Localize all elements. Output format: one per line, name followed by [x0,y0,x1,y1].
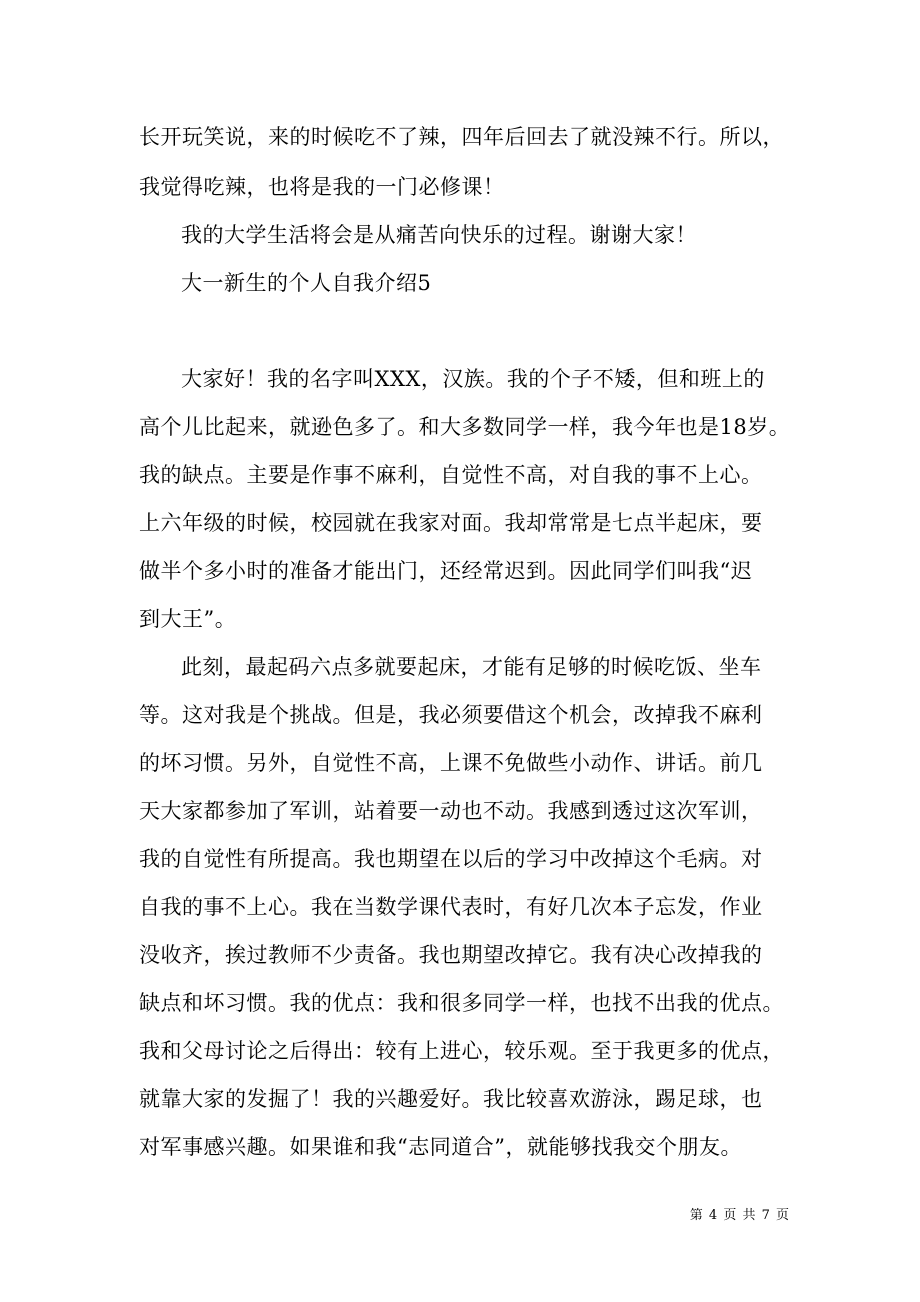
text-line: 我和父母讨论之后得出：较有上进心，较乐观。至于我更多的优点， [139,1039,784,1063]
text-line: 我觉得吃辣，也将是我的一门必修课！ [139,175,505,199]
text-line: 我的自觉性有所提高。我也期望在以后的学习中改掉这个毛病。对 [139,847,763,871]
text-line: 我的缺点。主要是作事不麻利，自觉性不高，对自我的事不上心。 [139,463,763,487]
text-line: 自我的事不上心。我在当数学课代表时，有好几次本子忘发，作业 [139,895,763,919]
page-number: 第 4 页 共 7 页 [689,1208,790,1223]
text-line: 我的大学生活将会是从痛苦向快乐的过程。谢谢大家！ [181,223,697,247]
text-line: 到大王”。 [139,607,237,631]
section-heading: 大一新生的个人自我介绍5 [181,271,432,295]
text-line: 此刻，最起码六点多就要起床，才能有足够的时候吃饭、坐车 [181,655,762,679]
text-line: 长开玩笑说，来的时候吃不了辣，四年后回去了就没辣不行。所以， [139,125,784,149]
text-line: 高个儿比起来，就逊色多了。和大多数同学一样，我今年也是18岁。 [139,415,791,439]
text-line: 对军事感兴趣。如果谁和我“志同道合”，就能够找我交个朋友。 [139,1135,742,1159]
text-line: 缺点和坏习惯。我的优点：我和很多同学一样，也找不出我的优点。 [139,991,784,1015]
text-line: 等。这对我是个挑战。但是，我必须要借这个机会，改掉我不麻利 [139,703,763,727]
text-line: 没收齐，挨过教师不少责备。我也期望改掉它。我有决心改掉我的 [139,943,763,967]
text-line: 上六年级的时候，校园就在我家对面。我却常常是七点半起床，要 [139,511,763,535]
text-line: 大家好！我的名字叫XXX，汉族。我的个子不矮，但和班上的 [181,367,765,391]
text-line: 就靠大家的发掘了！我的兴趣爱好。我比较喜欢游泳，踢足球，也 [139,1087,763,1111]
text-line: 的坏习惯。另外，自觉性不高，上课不免做些小动作、讲话。前几 [139,751,763,775]
text-line: 做半个多小时的准备才能出门，还经常迟到。因此同学们叫我“迟 [139,559,753,583]
text-line: 天大家都参加了军训，站着要一动也不动。我感到透过这次军训， [139,799,763,823]
